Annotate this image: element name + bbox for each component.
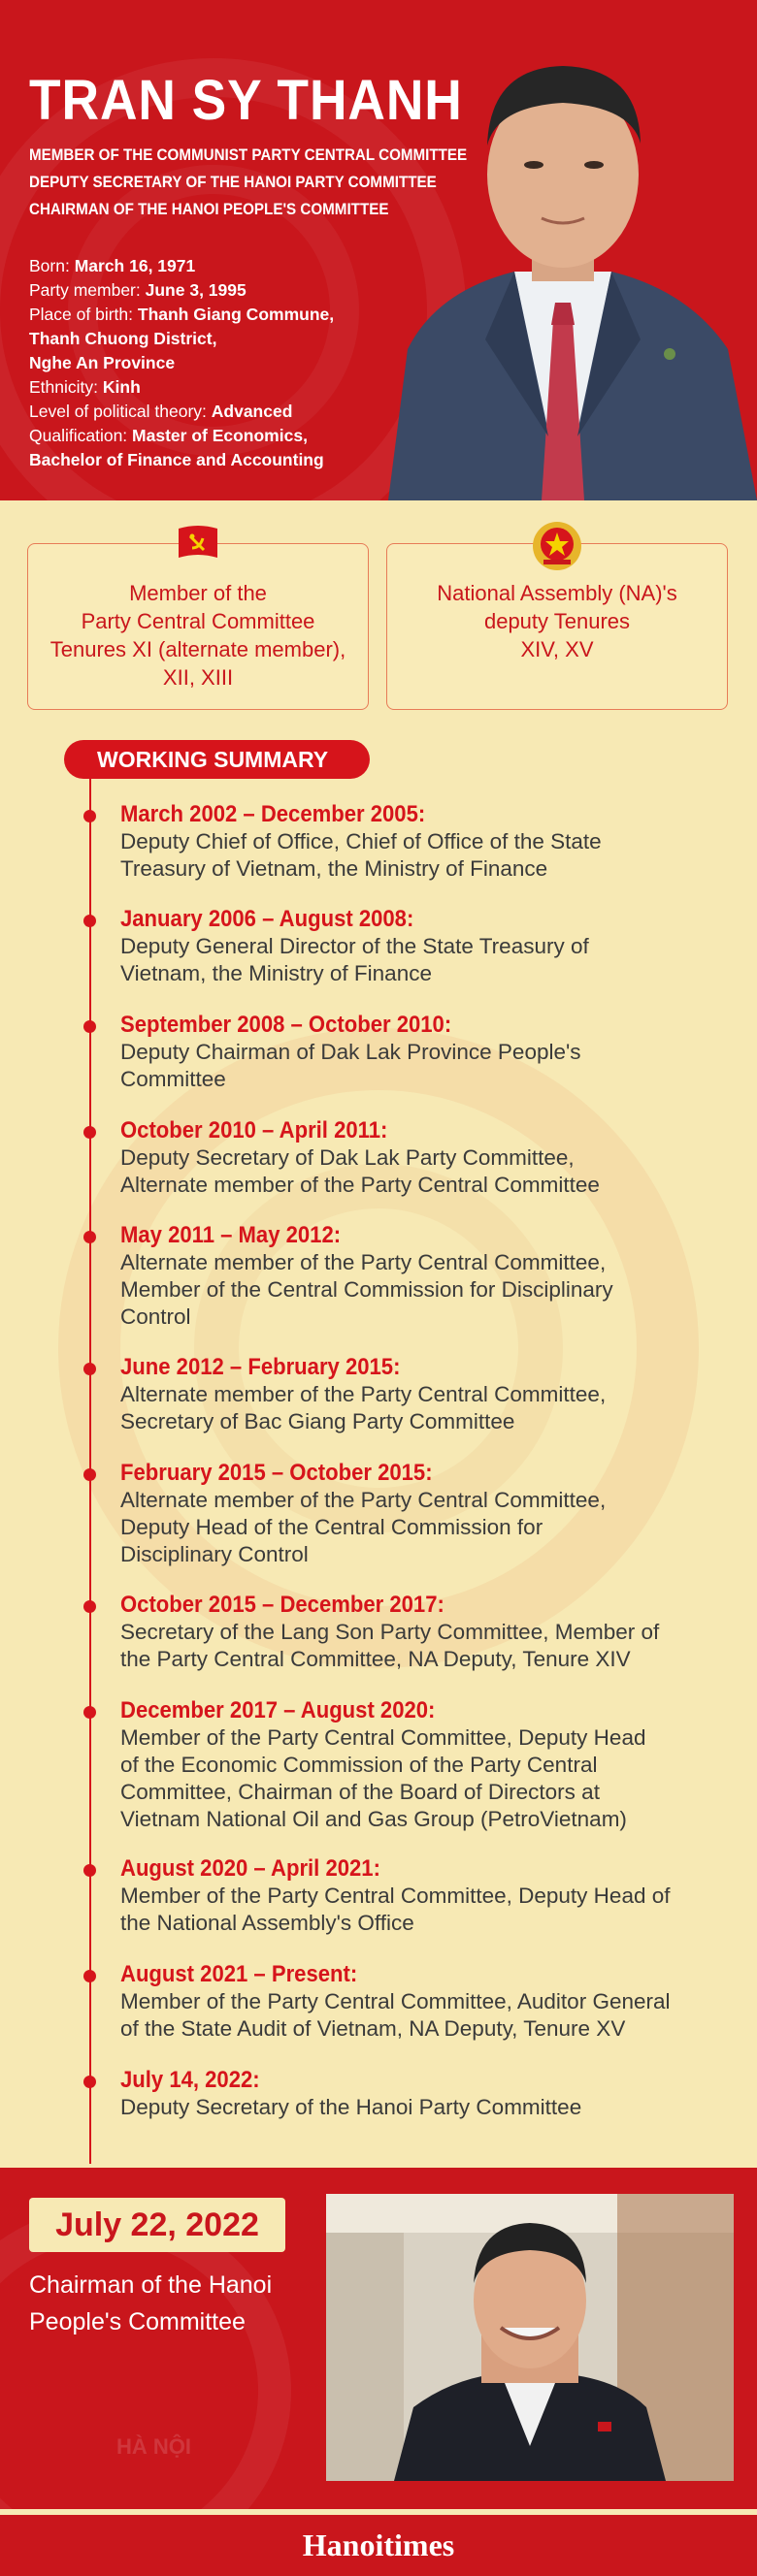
timeline-description: Treasury of Vietnam, the Ministry of Finance [120, 856, 548, 881]
timeline-date: September 2008 – October 2010: [120, 1012, 452, 1038]
timeline-dot [83, 1864, 96, 1877]
bio-value: June 3, 1995 [145, 280, 247, 300]
timeline-description: Alternate member of the Party Central Committee, [120, 1382, 607, 1406]
timeline-description: Secretary of the Lang Son Party Committee, Member of [120, 1620, 660, 1644]
card-line: Tenures XI (alternate member), [49, 637, 346, 661]
timeline-description: Member of the Central Commission for Disciplinary [120, 1277, 613, 1302]
timeline-item [120, 1012, 722, 1093]
card-line: XIV, XV [520, 637, 594, 661]
timeline-date: August 2020 – April 2021: [120, 1855, 380, 1882]
timeline-item [120, 1855, 722, 1937]
bio-pob-2 [29, 327, 437, 351]
timeline-dot [83, 1706, 96, 1719]
bio-qual-2 [29, 448, 437, 472]
timeline-description: Disciplinary Control [120, 1542, 309, 1566]
timeline-date: January 2006 – August 2008: [120, 906, 414, 932]
appointment-title-line: Chairman of the Hanoi [29, 2271, 273, 2299]
footer-banner [0, 2168, 757, 2509]
timeline-date: December 2017 – August 2020: [120, 1697, 436, 1723]
bio-value: Advanced [211, 402, 293, 421]
timeline-date: March 2002 – December 2005: [120, 801, 426, 827]
bio-pob-3 [29, 351, 437, 375]
timeline-date: July 14, 2022: [120, 2067, 260, 2093]
timeline-item [120, 1460, 722, 1568]
timeline-item [120, 801, 722, 883]
bio-value: Thanh Chuong District, [29, 329, 217, 348]
bio-label: Place of birth: [29, 305, 133, 324]
timeline-description: Vietnam National Oil and Gas Group (PetroVietnam) [120, 1807, 627, 1831]
timeline-item [120, 1222, 722, 1331]
timeline-dot [83, 1600, 96, 1613]
timeline-dot [83, 1468, 96, 1481]
timeline-description: the National Assembly's Office [120, 1911, 414, 1935]
bio-label: Level of political theory: [29, 402, 207, 421]
person-name: TRAN SY THANH [29, 69, 463, 132]
timeline-item [120, 1961, 722, 2043]
timeline-dot [83, 1231, 96, 1243]
timeline-description: Deputy Secretary of Dak Lak Party Committee, [120, 1145, 575, 1170]
timeline-description: Control [120, 1304, 191, 1329]
timeline-description: Alternate member of the Party Central Committee, [120, 1488, 607, 1512]
timeline-date: February 2015 – October 2015: [120, 1460, 433, 1486]
bio-value: Bachelor of Finance and Accounting [29, 450, 324, 469]
card-line: deputy Tenures [483, 609, 631, 633]
bio-label: Ethnicity: [29, 377, 98, 397]
card-line: National Assembly (NA)'s [437, 581, 677, 605]
bio-pob [29, 303, 437, 327]
party-committee-card [27, 543, 369, 710]
bio-value: Nghe An Province [29, 353, 176, 372]
timeline-item [120, 2067, 722, 2121]
timeline-description: Deputy General Director of the State Treasury of [120, 934, 589, 958]
card-line: XII, XIII [162, 665, 234, 690]
timeline-dot [83, 1020, 96, 1033]
bio-qual [29, 424, 437, 448]
timeline-dot [83, 1363, 96, 1375]
brand-logo[interactable]: Hanoitimes [302, 2528, 455, 2562]
timeline-description: Member of the Party Central Committee, Deputy Head of [120, 1884, 671, 1908]
timeline-date: June 2012 – February 2015: [120, 1354, 401, 1380]
timeline-dot [83, 2076, 96, 2088]
national-emblem-icon [530, 519, 584, 573]
timeline-description: Member of the Party Central Committee, Auditor General [120, 1989, 671, 2013]
timeline-description: of the Economic Commission of the Party Central [120, 1753, 598, 1777]
bio-theory [29, 400, 437, 424]
role-line: DEPUTY SECRETARY OF THE HANOI PARTY COMMITTEE [29, 174, 437, 191]
timeline-description: Alternate member of the Party Central Committee, [120, 1250, 607, 1274]
timeline-description: Member of the Party Central Committee, Deputy Head [120, 1725, 646, 1750]
brand-bar [0, 2509, 757, 2576]
bio-party [29, 278, 437, 303]
timeline-dot [83, 1970, 96, 1982]
bio-value: Kinh [102, 377, 141, 397]
appointment-title [29, 2267, 320, 2340]
timeline-item [120, 1117, 722, 1199]
bio-value: Master of Economics, [132, 426, 308, 445]
timeline-description: of the State Audit of Vietnam, NA Deputy, Tenure XV [120, 2016, 626, 2041]
party-flag-icon [171, 519, 225, 573]
timeline-dot [83, 1126, 96, 1139]
working-summary-label: WORKING SUMMARY [64, 740, 370, 779]
membership-cards [0, 543, 757, 710]
timeline-description: Alternate member of the Party Central Committee [120, 1173, 600, 1197]
card-line: Member of the [129, 581, 267, 605]
timeline-item [120, 1697, 722, 1833]
bio-label: Born: [29, 256, 70, 275]
timeline-description: the Party Central Committee, NA Deputy, Tenure XIV [120, 1647, 631, 1671]
timeline-description: Committee [120, 1067, 226, 1091]
timeline-date: August 2021 – Present: [120, 1961, 358, 1987]
bio-born [29, 254, 437, 278]
header-banner [0, 0, 757, 500]
timeline-item [120, 906, 722, 987]
timeline-description: Secretary of Bac Giang Party Committee [120, 1409, 515, 1433]
bio-block [29, 254, 437, 472]
timeline-description: Deputy Chairman of Dak Lak Province People's [120, 1040, 581, 1064]
bio-label: Party member: [29, 280, 141, 300]
timeline-date: October 2015 – December 2017: [120, 1592, 444, 1618]
portrait-photo-smiling [326, 2194, 734, 2481]
timeline-description: Deputy Secretary of the Hanoi Party Committee [120, 2095, 582, 2119]
timeline-item [120, 1354, 722, 1435]
bio-value: Thanh Giang Commune, [137, 305, 335, 324]
appointment-date: July 22, 2022 [29, 2198, 285, 2252]
national-assembly-card [386, 543, 728, 710]
role-line: CHAIRMAN OF THE HANOI PEOPLE'S COMMITTEE [29, 201, 389, 218]
timeline-description: Committee, Chairman of the Board of Directors at [120, 1780, 600, 1804]
timeline-dot [83, 810, 96, 822]
timeline-description: Vietnam, the Ministry of Finance [120, 961, 432, 985]
hanoi-watermark-text: HÀ NỘI [116, 2434, 191, 2459]
bio-ethnicity [29, 375, 437, 400]
bio-value: March 16, 1971 [74, 256, 196, 275]
timeline-date: October 2010 – April 2011: [120, 1117, 388, 1143]
timeline-dot [83, 915, 96, 927]
timeline-item [120, 1592, 722, 1673]
timeline-description: Deputy Chief of Office, Chief of Office of the State [120, 829, 602, 853]
role-line: MEMBER OF THE COMMUNIST PARTY CENTRAL COMMITTEE [29, 146, 468, 164]
appointment-title-line: People's Committee [29, 2308, 246, 2335]
timeline-date: May 2011 – May 2012: [120, 1222, 342, 1248]
timeline-description: Deputy Head of the Central Commission for [120, 1515, 543, 1539]
card-line: Party Central Committee [81, 609, 315, 633]
bio-label: Qualification: [29, 426, 128, 445]
role-list [29, 142, 505, 223]
